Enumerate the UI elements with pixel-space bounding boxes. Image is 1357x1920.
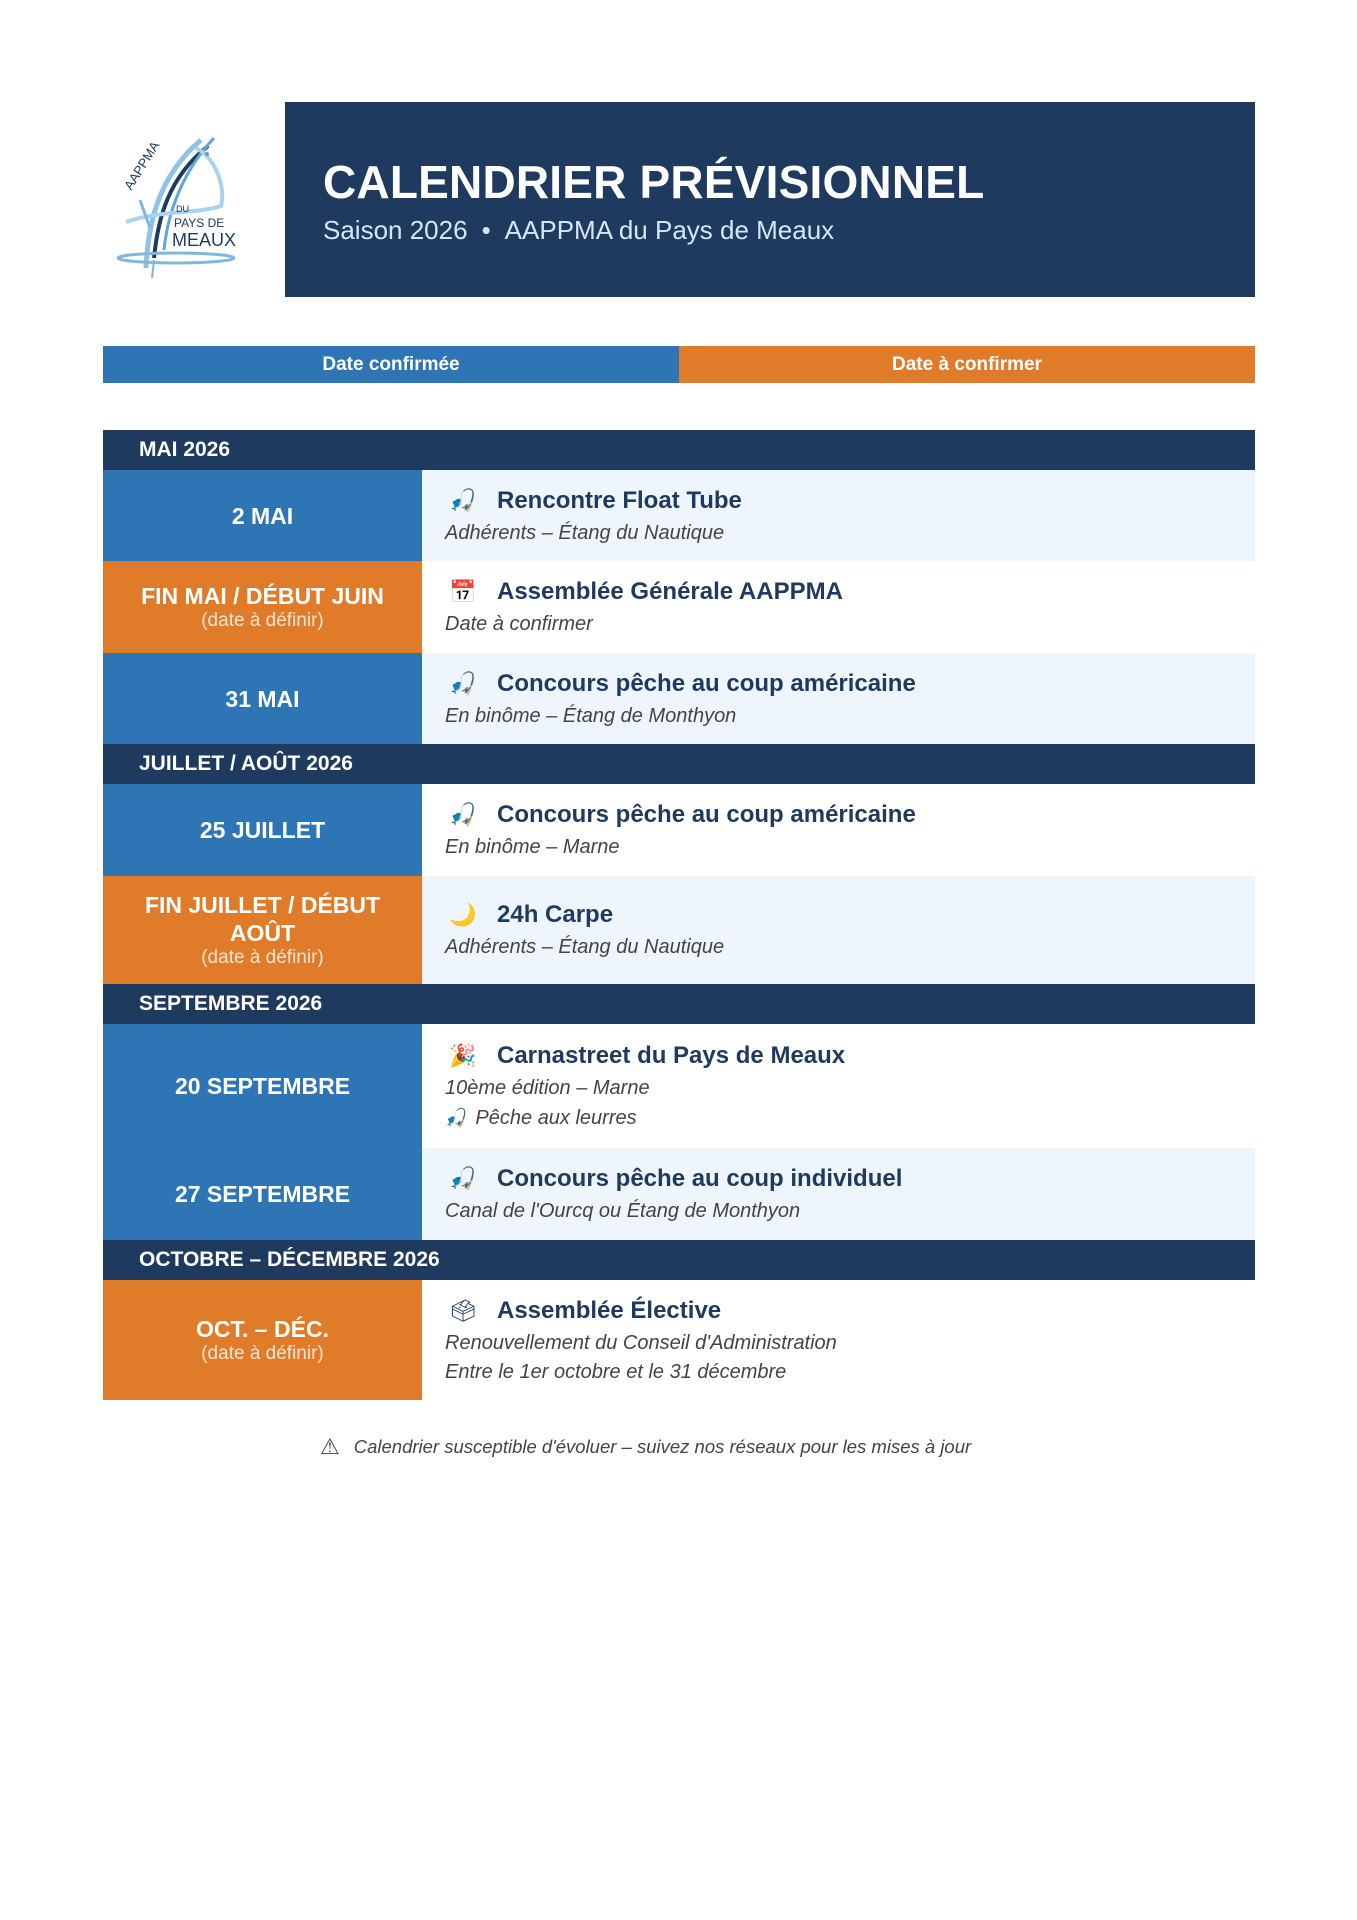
event-location: Adhérents – Étang du Nautique [445,936,725,958]
event-title: Concours pêche au coup individuel [497,1165,903,1192]
date-cell [103,1148,422,1240]
season-label: Saison 2026 [323,215,468,245]
event-title: Concours pêche au coup américaine [497,801,916,828]
date-cell [103,653,422,744]
event-edition: 10ème édition – Marne [445,1077,650,1099]
date-cell [103,1280,422,1400]
event-details [422,1024,1255,1148]
event-period: Entre le 1er octobre et le 31 décembre [445,1361,787,1383]
event-date: OCT. – DÉC. [196,1316,329,1342]
bullet-separator: • [481,215,491,245]
event-date: FIN MAI / DÉBUT JUIN [141,583,384,609]
event-location: Adhérents – Étang du Nautique [445,521,725,544]
event-date: FIN JUILLET / DÉBUT AOÛT [144,892,381,946]
event-row [103,876,1255,984]
svg-text:PAYS DE: PAYS DE [174,216,225,230]
date-cell [103,784,422,876]
event-details [422,470,1255,561]
event-row [103,1280,1255,1400]
date-note: (date à définir) [201,610,324,631]
aappma-logo [106,118,266,282]
event-row [103,784,1255,876]
event-row [103,561,1255,653]
event-discipline [445,1103,1255,1133]
event-row [103,1024,1255,1148]
discipline-label: Pêche aux leurres [475,1107,637,1129]
svg-text:MEAUX: MEAUX [172,230,237,250]
fishing-pole-icon: 🎣 [449,487,477,513]
month-header: MAI 2026 [103,430,1255,470]
footer-disclaimer [320,1434,971,1460]
ballot-box-icon: 🗳 [449,1298,477,1323]
disclaimer-text: Calendrier susceptible d'évoluer – suivez nos réseaux pour les mises à jour [353,1436,972,1457]
legend-bar [103,346,1255,383]
header-banner [285,102,1255,297]
legend-confirmed: Date confirmée [103,346,679,383]
date-cell [103,876,422,984]
page-title: CALENDRIER PRÉVISIONNEL [323,156,985,208]
calendar-icon: 📅 [449,579,477,604]
date-cell [103,1024,422,1148]
event-details [422,561,1255,653]
month-header: SEPTEMBRE 2026 [103,984,1255,1024]
event-title: 24h Carpe [497,901,614,928]
event-date: 25 JUILLET [199,817,326,843]
event-description: Renouvellement du Conseil d'Administration [445,1332,837,1354]
event-date: 2 MAI [231,502,294,529]
event-title: Carnastreet du Pays de Meaux [497,1042,846,1069]
fishing-pole-icon: 🎣 [449,1166,477,1191]
date-note: (date à définir) [201,1343,324,1364]
event-location: En binôme – Étang de Monthyon [445,704,737,727]
event-date: 27 SEPTEMBRE [174,1181,351,1207]
warning-icon: ⚠ [320,1434,340,1459]
event-details [422,784,1255,876]
date-cell [103,561,422,653]
party-popper-icon: 🎉 [449,1043,477,1068]
crescent-moon-icon: 🌙 [449,902,477,927]
fishing-pole-icon: 🎣 [449,670,477,696]
event-calendar [103,430,1255,1400]
event-row [103,470,1255,561]
event-title: Assemblée Générale AAPPMA [497,578,843,605]
event-row [103,653,1255,744]
event-title: Concours pêche au coup américaine [497,669,916,697]
event-details [422,876,1255,984]
event-date: 20 SEPTEMBRE [174,1073,351,1099]
organization-name: AAPPMA du Pays de Meaux [504,215,835,245]
date-cell [103,470,422,561]
svg-text:AAPPMA: AAPPMA [120,138,163,193]
event-row [103,1148,1255,1240]
event-details [422,1280,1255,1400]
event-location: En binôme – Marne [445,836,620,858]
event-details [422,653,1255,744]
legend-to-confirm: Date à confirmer [679,346,1255,383]
page-subtitle [323,215,834,246]
event-location: Canal de l'Ourcq ou Étang de Monthyon [445,1200,801,1222]
event-title: Assemblée Élective [497,1297,722,1324]
month-header: JUILLET / AOÛT 2026 [103,744,1255,784]
date-note: (date à définir) [201,947,324,968]
event-location: Date à confirmer [445,613,593,635]
fishing-pole-icon: 🎣 [445,1108,468,1128]
event-details [422,1148,1255,1240]
event-date: 31 MAI [225,685,300,712]
month-header: OCTOBRE – DÉCEMBRE 2026 [103,1240,1255,1280]
svg-text:DU: DU [176,204,189,214]
event-title: Rencontre Float Tube [497,486,742,514]
fishing-pole-icon: 🎣 [449,802,477,827]
